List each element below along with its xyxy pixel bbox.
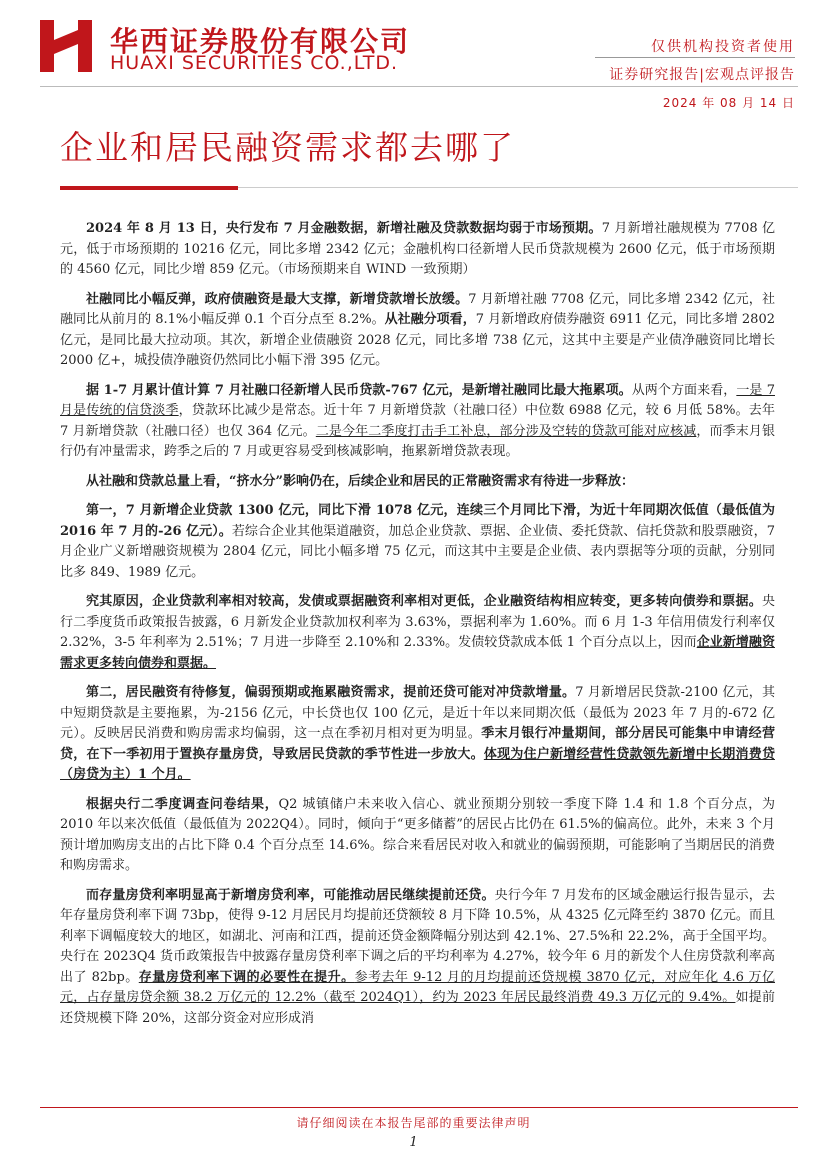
paragraph-text: 央行二季度货币政策报告披露，6 月新发企业贷款加权利率为 3.63%，票据利率为 1.60%。而 6 月 1-3 年信用债发行利率仅 2.32%，3-5 年利率为 2.51%；7 月进一步降至 2.10%和 2.33%。发债较贷款成本低 1 个百分点以上，因而 xyxy=(60,594,775,650)
audience-note: 仅供机构投资者使用 xyxy=(651,39,795,55)
company-name-en: HUAXI SECURITIES CO.,LTD. xyxy=(110,52,398,74)
report-date: 2024 年 08 月 14 日 xyxy=(662,96,795,110)
paragraph-text: 7 月新增居民贷款-2100 亿元，其中短期贷款是主要拖累，为-2156 亿元，中长贷也仅 100 亿元，是近十年以来同期次低（最低为 2023 年 7 月的-672 亿元）。反映居民消费和购房需求均偏弱，这一点在季初月相对更为明显。 xyxy=(60,685,775,741)
paragraph-emphasis: 究其原因，企业贷款利率相对较高，发债或票据融资利率相对更低，企业融资结构相应转变，更多转向债券和票据。 xyxy=(86,594,762,609)
paragraph-emphasis: 而存量房贷利率明显高于新增房贷利率，可能推动居民继续提前还贷。 xyxy=(86,887,495,903)
paragraph-emphasis: 企业新增融资需求更多转向债券和票据。 xyxy=(60,635,775,671)
paragraph-emphasis: 据 1-7 月累计值计算 7 月社融口径新增人民币贷款-767 亿元，是新增社融同比最大拖累项。 xyxy=(86,382,632,398)
paragraph-emphasis: 存量房贷利率下调的必要性在提升。 xyxy=(138,969,355,985)
paragraph-emphasis: 2024 年 8 月 13 日，央行发布 7 月金融数据，新增社融及贷款数据均弱于市场预期。 xyxy=(86,221,602,236)
title-divider xyxy=(238,187,798,188)
paragraph-emphasis: 体现为住户新增经营性贷款领先新增中长期消费贷（房贷为主）1 个月。 xyxy=(60,746,775,782)
body-paragraph xyxy=(60,592,775,674)
paragraph-emphasis: 季末月银行冲量期间，部分居民可能集中申请经营贷，在下一季初用于置换存量房贷，导致居民贷款的季节性进一步放大。 xyxy=(60,726,775,762)
paragraph-text: ，而季末月银行仍有冲量需求，跨季之后的 7 月或更容易受到核减影响，拖累新增贷款表现。 xyxy=(60,423,775,459)
paragraph-emphasis: 从社融分项看， xyxy=(384,312,476,327)
header-divider-short xyxy=(595,57,795,58)
report-title: 企业和居民融资需求都去哪了 xyxy=(60,128,515,167)
paragraph-text: ，贷款环比减少是常态。近十年 7 月新增贷款（社融口径）中位数 6988 亿元，较 6 月低 58%。去年 7 月新增贷款（社融口径）也仅 364 亿元。 xyxy=(60,403,775,439)
body-paragraph xyxy=(60,381,775,463)
body-paragraph xyxy=(60,290,775,372)
paragraph-text: 从两个方面来看， xyxy=(631,382,737,398)
paragraph-text: 7 月新增社融 7708 亿元，同比多增 2342 亿元，社融同比从前月的 8.1%小幅反弹 0.1 个百分点至 8.2%。 xyxy=(60,291,775,327)
legal-notice: 请仔细阅读在本报告尾部的重要法律声明 xyxy=(296,1116,531,1130)
header-divider xyxy=(40,86,798,87)
paragraph-emphasis: 根据央行二季度调查问卷结果， xyxy=(86,796,279,812)
paragraph-emphasis: 参考去年 9-12 月的月均提前还贷规模 3870 亿元，对应年化 4.6 万亿元，占存量房贷余额 38.2 万亿元的 12.2%（截至 2024Q1），约为 2023 年居民最终消费 49.3 万亿元的 9.4%。 xyxy=(60,969,775,1005)
report-body xyxy=(60,219,775,1038)
paragraph-emphasis: 从社融和贷款总量上看，“挤水分”影响仍在，后续企业和居民的正常融资需求有待进一步释放： xyxy=(86,473,634,489)
paragraph-text: 如提前还贷规模下降 20%，这部分资金对应形成消 xyxy=(60,990,775,1026)
company-name-cn: 华西证券股份有限公司 xyxy=(110,25,411,58)
footer-divider xyxy=(40,1107,798,1108)
paragraph-text: Q2 城镇储户未来收入信心、就业预期分别较一季度下降 1.4 和 1.8 个百分点，为 2010 年以来次低值（最低值为 2022Q4）。同时，倾向于“更多储蓄”的居民占比仍在 61.5%的偏高位。此外，未来 3 个月预计增加购房支出的占比下降 0.4 个百分点至 14.6%。综合来看居民对收入和就业的偏弱预期，可能影响了当期居民的消费和购房需求。 xyxy=(60,796,775,873)
report-type: 证券研究报告|宏观点评报告 xyxy=(609,67,795,83)
body-paragraph xyxy=(60,795,775,877)
title-accent-bar xyxy=(60,186,238,190)
paragraph-text: 7 月新增社融规模为 7708 亿元，低于市场预期的 10216 亿元，同比多增 2342 亿元；金融机构口径新增人民币贷款规模为 2600 亿元，低于市场预期的 4560 亿元，同比少增 859 亿元。（市场预期来自 WIND 一致预期） xyxy=(60,221,775,277)
huaxi-logo xyxy=(40,20,92,72)
body-paragraph xyxy=(60,886,775,1030)
paragraph-emphasis: 第二，居民融资有待修复，偏弱预期或拖累融资需求，提前还贷可能对冲贷款增量。 xyxy=(86,685,576,700)
page-number: 1 xyxy=(409,1135,418,1150)
body-paragraph xyxy=(60,683,775,786)
paragraph-emphasis: 二是今年二季度打击手工补息，部分涉及空转的贷款可能对应核减 xyxy=(315,423,697,439)
paragraph-text: 7 月新增政府债券融资 6911 亿元，同比多增 2802 亿元，是同比最大拉动项。其次，新增企业债融资 2028 亿元，同比多增 738 亿元，这其中主要是产业债净融资同比增长 2000 亿+，城投债净融资仍然同比小幅下滑 395 亿元。 xyxy=(60,312,775,368)
body-paragraph xyxy=(60,501,775,583)
paragraph-text: 若综合企业其他渠道融资，加总企业贷款、票据、企业债、委托贷款、信托贷款和股票融资，7 月企业广义新增融资规模为 2804 亿元，同比小幅多增 75 亿元，而这其中主要是企业债、表内票据等分项的贡献，分别同比多 849、1989 亿元。 xyxy=(60,523,775,580)
body-paragraph xyxy=(60,472,775,493)
paragraph-emphasis: 一是 7 月是传统的信贷淡季 xyxy=(60,382,775,418)
paragraph-text: 央行今年 7 月发布的区域金融运行报告显示，去年存量房贷利率下调 73bp，使得 9-12 月居民月均提前还贷额较 8 月下降 10.5%，从 4325 亿元降至约 3870 亿元。而且利率下调幅度较大的地区，如湖北、河南和江西，提前还贷金额降幅分别达到 42.1%、27.5%和 22.2%，高于全国平均。央行在 2023Q4 货币政策报告中披露存量房贷利率下调之后的平均利率为 4.27%，较今年 6 月的新发个人住房贷款利率高出了 82bp。 xyxy=(60,887,775,985)
paragraph-emphasis: 社融同比小幅反弹，政府债融资是最大支撑，新增贷款增长放缓。 xyxy=(86,291,469,307)
paragraph-emphasis: 第一，7 月新增企业贷款 1300 亿元，同比下滑 1078 亿元，连续三个月同比下滑，为近十年同期次低值（最低值为 2016 年 7 月的-26 亿元）。 xyxy=(60,503,775,539)
body-paragraph xyxy=(60,219,775,281)
